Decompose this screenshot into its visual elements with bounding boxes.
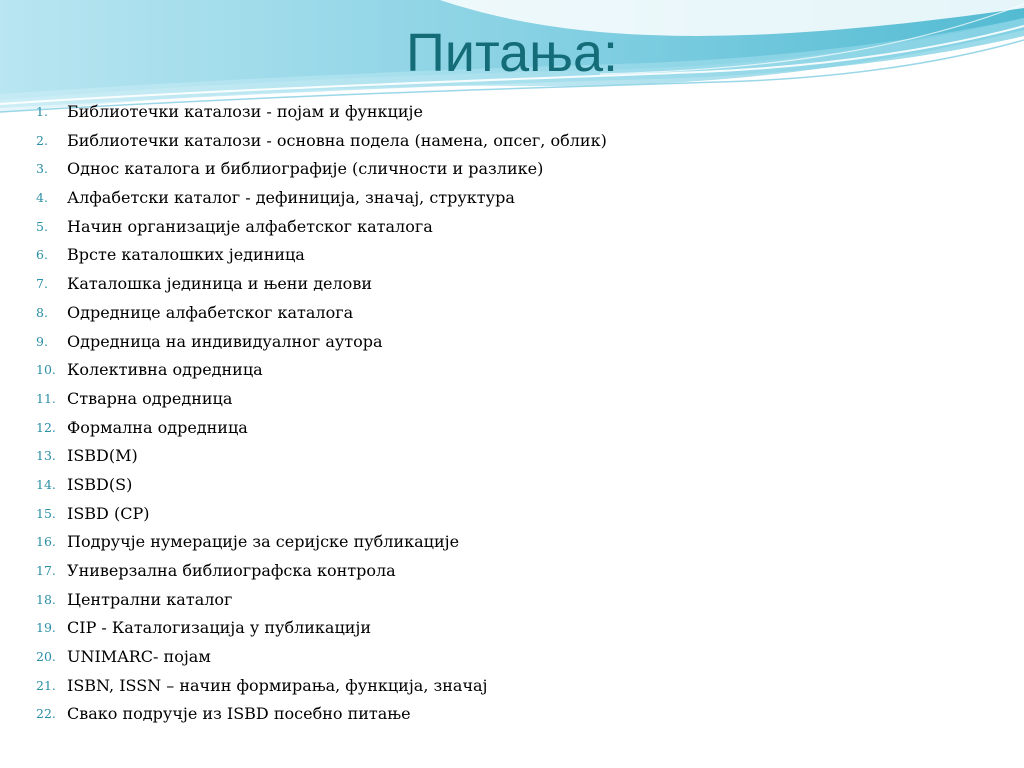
question-text: Одредница на индивидуалног аутора (67, 331, 383, 351)
question-text: Библиотечки каталози - појам и функције (67, 102, 423, 121)
slide-title: Питања: (405, 23, 619, 83)
question-number: 1. (36, 104, 48, 119)
question-number: 18. (36, 591, 56, 607)
question-number: 22. (36, 706, 56, 722)
question-number: 11. (36, 390, 56, 406)
question-text: Универзална библиографска контрола (67, 561, 396, 580)
question-number: 6. (36, 247, 48, 263)
question-text: ISBD (CP) (67, 503, 150, 523)
question-number: 14. (36, 476, 56, 492)
question-text: Каталошка јединица и њени делови (67, 274, 372, 294)
question-text: ISBD(M) (67, 446, 138, 466)
question-text: ISBD(S) (67, 474, 133, 494)
question-number: 13. (36, 448, 56, 464)
question-number: 15. (36, 505, 56, 521)
question-text: Начин организације алфабетског каталога (67, 216, 433, 236)
question-text: Врсте каталошких јединица (67, 245, 305, 265)
question-number: 2. (36, 132, 48, 148)
question-text: Однос каталога и библиографије (сличности и разлике) (67, 159, 544, 179)
question-text: CIP - Каталогизација у публикацији (67, 618, 372, 638)
question-number: 12. (36, 419, 56, 435)
question-number: 19. (36, 620, 56, 636)
question-text: Подручје нумерације за серијске публикације (67, 532, 460, 552)
question-number: 4. (36, 190, 48, 206)
question-text: Централни каталог (67, 589, 233, 609)
question-text: UNIMARC- појам (67, 647, 211, 667)
question-number: 21. (36, 677, 56, 693)
question-number: 9. (36, 333, 48, 349)
question-number: 20. (36, 649, 56, 665)
question-number: 3. (36, 161, 48, 177)
question-text: Библиотечки каталози - основна подела (намена, опсег, облик) (67, 130, 607, 150)
question-text: Алфабетски каталог - дефиниција, значај, структура (67, 188, 515, 208)
question-number: 10. (36, 362, 56, 378)
question-text: Стварна одредница (67, 388, 233, 408)
question-text: Формална одредница (67, 417, 248, 437)
question-text: Одреднице алфабетског каталога (67, 302, 354, 322)
question-text: Свако подручје из ISBD посебно питање (67, 704, 411, 724)
question-number: 16. (36, 534, 56, 550)
question-text: Колективна одредница (67, 360, 263, 380)
question-number: 7. (36, 276, 48, 292)
question-number: 8. (36, 304, 48, 320)
question-number: 17. (36, 563, 56, 578)
question-text: ISBN, ISSN – начин формирања, функција, значај (67, 675, 488, 695)
question-number: 5. (36, 218, 48, 234)
